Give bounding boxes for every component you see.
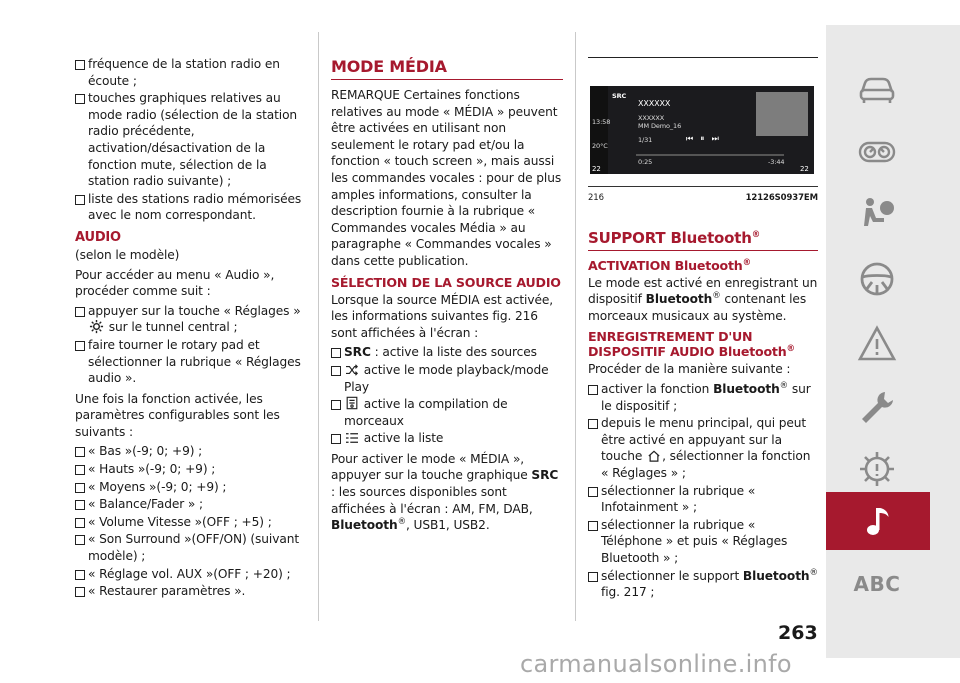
paragraph: Lorsque la source MÉDIA est activée, les informations suivantes fig. 216 sont affichées à l'écran : — [331, 292, 554, 340]
bullet-item: liste des stations radio mémorisées avec le nom correspondant. — [75, 191, 303, 224]
bullet-item: faire tourner le rotary pad et sélectionner la rubrique « Réglages audio ». — [75, 337, 303, 387]
src-label: SRC — [531, 468, 559, 483]
item-text: : active la liste des sources — [374, 345, 537, 360]
bullet-item: sélectionner la rubrique « Téléphone » et puis « Réglages Bluetooth » ; — [588, 517, 818, 567]
screen-outside-temp: 20°C — [592, 142, 608, 150]
wrench-icon — [857, 388, 897, 428]
paragraph: (selon le modèle) — [75, 247, 180, 262]
chapter-sidebar — [826, 25, 960, 658]
car-icon — [857, 68, 897, 108]
steering-wheel-icon — [857, 259, 897, 299]
gear-icon — [857, 449, 897, 489]
bullet-item: touches graphiques relatives au mode radio (sélection de la station radio précédente, activation/désactivation de la fonction mute, sélection de la station radio suivante) ; — [75, 90, 303, 190]
paragraph: Pour accéder au menu « Audio », procéder comme suit : — [75, 267, 275, 299]
shuffle-icon — [345, 364, 359, 376]
screen-progress-bar — [636, 154, 784, 156]
section-title-media-mode: MODE MÉDIA — [331, 58, 563, 80]
column-3 — [588, 56, 818, 602]
airbag-icon — [857, 194, 897, 234]
screen-controls: ⏮ ⏸ ⏭ — [686, 134, 719, 143]
bullet-item: « Balance/Fader » ; — [75, 496, 303, 513]
registered-mark: ® — [751, 229, 761, 240]
bluetooth-word: Bluetooth — [331, 518, 398, 533]
section-heading-activation — [588, 258, 818, 273]
registered-mark: ® — [397, 517, 406, 528]
text-span: , — [662, 449, 666, 464]
text-span: Pour activer le mode « MÉDIA », appuyer sur la touche graphique — [331, 451, 528, 483]
column-divider — [575, 32, 576, 621]
text-span: , USB1, USB2. — [406, 518, 490, 533]
figure-top-rule — [588, 57, 818, 58]
text-span: Le mode est activé en enregistrant un dispositif — [588, 275, 818, 307]
bullet-item: fréquence de la station radio en écoute ; — [75, 56, 303, 89]
sidebar-tab-safety[interactable] — [826, 185, 928, 243]
text-span: activer la fonction — [601, 381, 710, 396]
paragraph: Procéder de la manière suivante : — [588, 362, 791, 377]
bullet-item — [588, 568, 818, 601]
bullet-item — [588, 381, 818, 414]
item-text: active le mode playback/mode Play — [344, 362, 549, 394]
sidebar-tab-dashboard[interactable] — [826, 123, 928, 181]
dashboard-icon — [857, 132, 897, 172]
paragraph — [588, 275, 818, 325]
heading-text: ACTIVATION Bluetooth — [588, 257, 743, 273]
screen-time: 13:58 — [592, 118, 611, 126]
bullet-item: « Réglage vol. AUX »(OFF ; +20) ; — [75, 566, 303, 583]
src-label: SRC — [344, 345, 371, 360]
registered-mark: ® — [712, 291, 721, 302]
column-2 — [331, 58, 563, 537]
text-span: : les sources disponibles sont affichées à l'écran : AM, FM, DAB, — [331, 485, 533, 516]
sidebar-tab-multimedia[interactable] — [826, 492, 930, 550]
sidebar-tab-car[interactable] — [826, 59, 928, 117]
screen-track: XXXXXX — [638, 99, 671, 108]
media-screen-figure — [590, 86, 814, 174]
section-heading-source-selection: SÉLECTION DE LA SOURCE AUDIO — [331, 274, 561, 290]
home-icon — [647, 450, 661, 462]
step-text: sur le tunnel central ; — [108, 320, 238, 335]
column-1 — [75, 56, 303, 601]
screen-artist: XXXXXX — [638, 114, 665, 122]
screen-temp-right: 22 — [800, 165, 809, 173]
figure-number: 216 — [588, 193, 604, 203]
bluetooth-word: Bluetooth — [742, 568, 810, 583]
screen-remaining: -3:44 — [768, 158, 785, 166]
section-heading-registration — [588, 329, 818, 359]
paragraph: Une fois la fonction activée, les paramètres configurables sont les suivants : — [75, 391, 280, 439]
screen-temp-left: 22 — [592, 165, 601, 173]
watermark: carmanualsonline.info — [520, 650, 792, 678]
remark-paragraph: REMARQUE Certaines fonctions relatives au mode « MÉDIA » peuvent être activées en utilisant non seulement le rotary pad et/ou la fonction « touch screen », mais aussi les commandes vocales : pour de plus amples informations, consulter la description fournie à la rubrique « Commandes vocales Média » au paragraphe « Commandes vocales » dans cette publication. — [331, 88, 562, 268]
figure-code: 12126S0937EM — [745, 193, 818, 203]
figure-caption — [588, 186, 818, 207]
bullet-item — [75, 303, 303, 336]
warning-triangle-icon — [857, 324, 897, 364]
bullet-item: « Son Surround »(OFF/ON) (suivant modèle) ; — [75, 531, 303, 564]
text-span: sur le dispositif ; — [601, 381, 811, 413]
bullet-item — [331, 362, 563, 395]
bluetooth-word: Bluetooth — [713, 381, 780, 396]
list-icon — [345, 432, 359, 444]
index-label: ABC — [853, 572, 901, 596]
registered-mark: ® — [779, 380, 789, 391]
sidebar-tab-technical[interactable] — [826, 440, 928, 498]
screen-side-panel — [590, 86, 611, 174]
bullet-item: « Volume Vitesse »(OFF ; +5) ; — [75, 514, 303, 531]
text-span: contenant les morceaux musicaux au système. — [588, 292, 807, 323]
registered-mark: ® — [809, 567, 818, 578]
text-span: sélectionner la fonction « Réglages » ; — [601, 449, 811, 480]
bullet-item: « Bas »(-9; 0; +9) ; — [75, 443, 303, 460]
column-divider — [318, 32, 319, 621]
page-number: 263 — [778, 622, 818, 644]
screen-track-count: 1/31 — [638, 136, 653, 144]
screen-src: SRC — [612, 92, 627, 100]
bullet-item: « Hauts »(-9; 0; +9) ; — [75, 461, 303, 478]
bullet-item: « Restaurer paramètres ». — [75, 583, 303, 600]
item-text: active la liste — [363, 431, 444, 446]
registered-mark: ® — [786, 344, 795, 355]
compilation-icon — [345, 396, 359, 410]
sidebar-tab-index[interactable] — [826, 555, 928, 613]
section-heading-audio: AUDIO — [75, 229, 121, 245]
heading-text: ENREGISTREMENT D'UN DISPOSITIF AUDIO Bluetooth — [588, 329, 787, 360]
sidebar-tab-emergency[interactable] — [826, 315, 928, 373]
paragraph — [331, 451, 563, 534]
bullet-item: sélectionner la rubrique « Infotainment » ; — [588, 483, 818, 516]
screen-elapsed: 0:25 — [638, 158, 653, 166]
gear-icon — [89, 319, 104, 334]
section-title-bluetooth — [588, 229, 818, 251]
bullet-item: « Moyens »(-9; 0; +9) ; — [75, 479, 303, 496]
screen-album: MM Demo_16 — [638, 122, 682, 130]
text-span: sélectionner le support — [601, 568, 740, 583]
item-text: active la compilation de morceaux — [344, 397, 508, 428]
bluetooth-word: Bluetooth — [645, 292, 713, 307]
registered-mark: ® — [742, 257, 751, 268]
text-span: fig. 217 ; — [601, 585, 655, 600]
step-text: appuyer sur la touche « Réglages » — [88, 303, 301, 318]
album-art — [756, 92, 808, 136]
sidebar-tab-maintenance[interactable] — [826, 379, 928, 437]
sidebar-tab-driving[interactable] — [826, 250, 928, 308]
text-span: depuis le menu principal, qui peut être activé en appuyant sur la touche — [601, 416, 807, 464]
music-note-icon — [858, 501, 898, 541]
title-text: SUPPORT Bluetooth — [588, 228, 752, 247]
bullet-item — [331, 396, 563, 429]
bullet-item — [331, 344, 563, 361]
bullet-item — [331, 430, 563, 447]
bullet-item — [588, 415, 818, 481]
